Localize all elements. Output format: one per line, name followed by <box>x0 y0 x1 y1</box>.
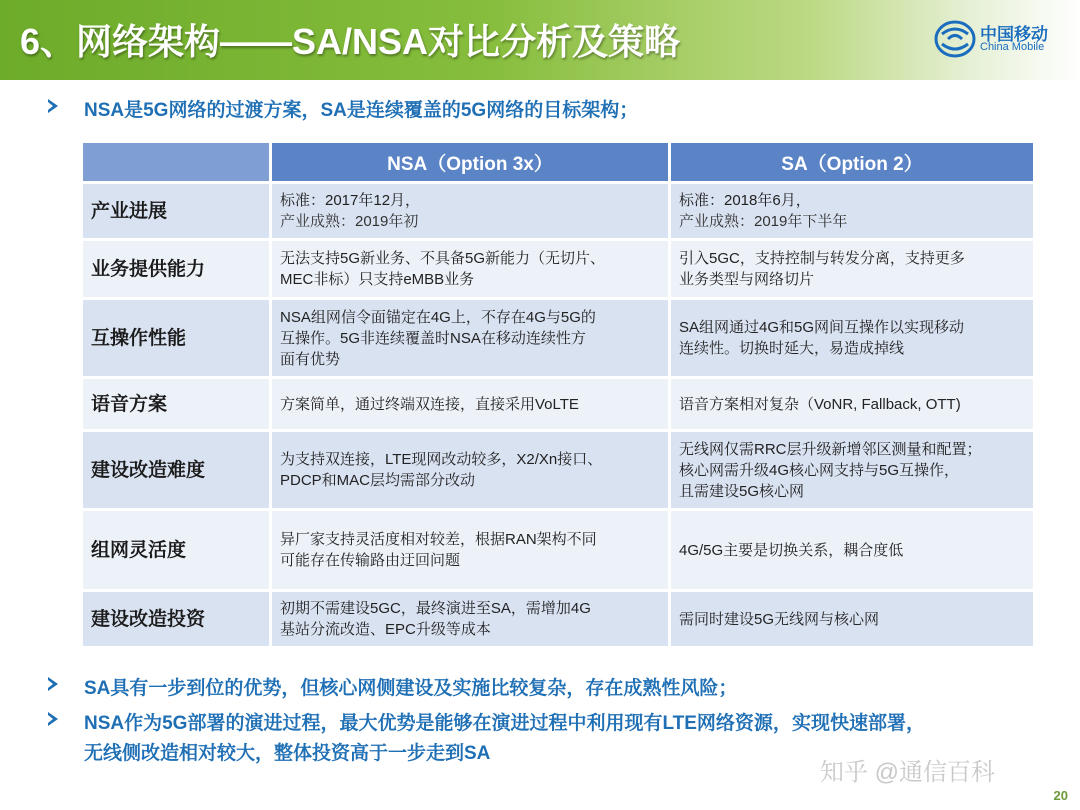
cell-line: 引入5GC，支持控制与转发分离，支持更多 <box>679 250 965 267</box>
sa-cell <box>671 432 1033 508</box>
table-row <box>83 592 1033 646</box>
nsa-cell <box>272 592 668 646</box>
cell-line: 无法支持5G新业务、不具备5G新能力（无切片、 <box>280 250 606 267</box>
cell-line: 无线网仅需RRC层升级新增邻区测量和配置； <box>679 440 982 458</box>
intro-bullet <box>54 96 638 126</box>
nsa-cell <box>272 184 668 238</box>
header-sa: SA（Option 2） <box>671 143 1033 181</box>
header-bar <box>0 0 1080 80</box>
nsa-cell <box>272 241 668 297</box>
conclusion-text: SA具有一步到位的优势，但核心网侧建设及实施比较复杂，存在成熟性风险； <box>84 678 738 699</box>
comparison-table <box>80 140 1036 649</box>
cell-line: 互操作。5G非连续覆盖时NSA在移动连续性方 <box>280 329 586 347</box>
table-header-row <box>83 143 1033 181</box>
cell-line: NSA组网信令面锚定在4G上，不存在4G与5G的 <box>280 308 596 326</box>
cell-line: 核心网需升级4G核心网支持与5G互操作， <box>679 461 960 479</box>
table-row <box>83 432 1033 508</box>
row-label: 业务提供能力 <box>83 241 269 297</box>
sa-cell <box>671 379 1033 429</box>
conclusion-text-cont: 无线侧改造相对较大，整体投资高于一步走到SA <box>84 743 491 764</box>
nsa-cell <box>272 511 668 589</box>
table-row <box>83 511 1033 589</box>
cell-line: MEC非标）只支持eMBB业务 <box>280 271 475 288</box>
row-label: 建设改造投资 <box>83 592 269 646</box>
sa-cell <box>671 184 1033 238</box>
conclusion-text: NSA作为5G部署的演进过程，最大优势是能够在演进过程中利用现有LTE网络资源，实现快速部署， <box>84 713 925 734</box>
cell-line: 为支持双连接，LTE现网改动较多，X2/Xn接口、 <box>280 451 603 468</box>
intro-text: NSA是5G网络的过渡方案，SA是连续覆盖的5G网络的目标架构； <box>84 100 639 121</box>
header-nsa: NSA（Option 3x） <box>272 143 668 181</box>
nsa-cell <box>272 300 668 376</box>
cell-line: 业务类型与网络切片 <box>679 271 815 288</box>
sa-cell <box>671 592 1033 646</box>
row-label: 建设改造难度 <box>83 432 269 508</box>
conclusion-bullet-2 <box>54 709 925 769</box>
cell-line: 面有优势 <box>280 350 341 368</box>
bullet-arrow-icon <box>48 677 58 691</box>
nsa-cell <box>272 432 668 508</box>
cell-line: 基站分流改造、EPC升级等成本 <box>280 621 491 638</box>
bullet-arrow-icon <box>48 712 58 726</box>
cell-line: SA组网通过4G和5G网间互操作以实现移动 <box>679 319 965 336</box>
cell-line: 连续性。切换时延大，易造成掉线 <box>679 340 905 357</box>
row-label: 组网灵活度 <box>83 511 269 589</box>
page-number: 20 <box>1053 788 1068 803</box>
header-blank-cell <box>83 143 269 181</box>
row-label: 语音方案 <box>83 379 269 429</box>
logo-en-text: China Mobile <box>980 41 1045 53</box>
cell-line: 异厂家支持灵活度相对较差，根据RAN架构不同 <box>280 531 597 548</box>
cell-line: 4G/5G主要是切换关系，耦合度低 <box>679 541 904 559</box>
conclusion-bullet-1 <box>54 674 737 704</box>
china-mobile-logo-icon <box>934 20 976 58</box>
cell-line: 且需建设5G核心网 <box>679 482 805 500</box>
sa-cell <box>671 511 1033 589</box>
row-label: 产业进展 <box>83 184 269 238</box>
cell-line: 标准：2018年6月， <box>679 192 811 209</box>
cell-line: 标准：2017年12月， <box>280 192 421 209</box>
bullet-arrow-icon <box>48 99 58 113</box>
china-mobile-logo <box>934 18 1064 62</box>
sa-cell <box>671 241 1033 297</box>
table-row <box>83 241 1033 297</box>
cell-line: 产业成熟：2019年初 <box>280 213 419 230</box>
sa-cell <box>671 300 1033 376</box>
cell-line: PDCP和MAC层均需部分改动 <box>280 472 476 489</box>
logo-cn-text: 中国移动 <box>980 25 1048 44</box>
row-label: 互操作性能 <box>83 300 269 376</box>
cell-line: 初期不需建设5GC，最终演进至SA，需增加4G <box>280 600 591 617</box>
table-row <box>83 379 1033 429</box>
table-row <box>83 184 1033 238</box>
cell-line: 需同时建设5G无线网与核心网 <box>679 610 880 628</box>
cell-line: 语音方案相对复杂（VoNR, Fallback, OTT) <box>679 395 961 413</box>
slide-title: 6、网络架构——SA/NSA对比分析及策略 <box>20 21 681 62</box>
watermark: 知乎 @通信百科 <box>820 759 996 786</box>
table-row <box>83 300 1033 376</box>
nsa-cell <box>272 379 668 429</box>
cell-line: 产业成熟：2019年下半年 <box>679 213 848 230</box>
cell-line: 方案简单，通过终端双连接，直接采用VoLTE <box>280 395 579 413</box>
cell-line: 可能存在传输路由迂回问题 <box>280 552 461 569</box>
